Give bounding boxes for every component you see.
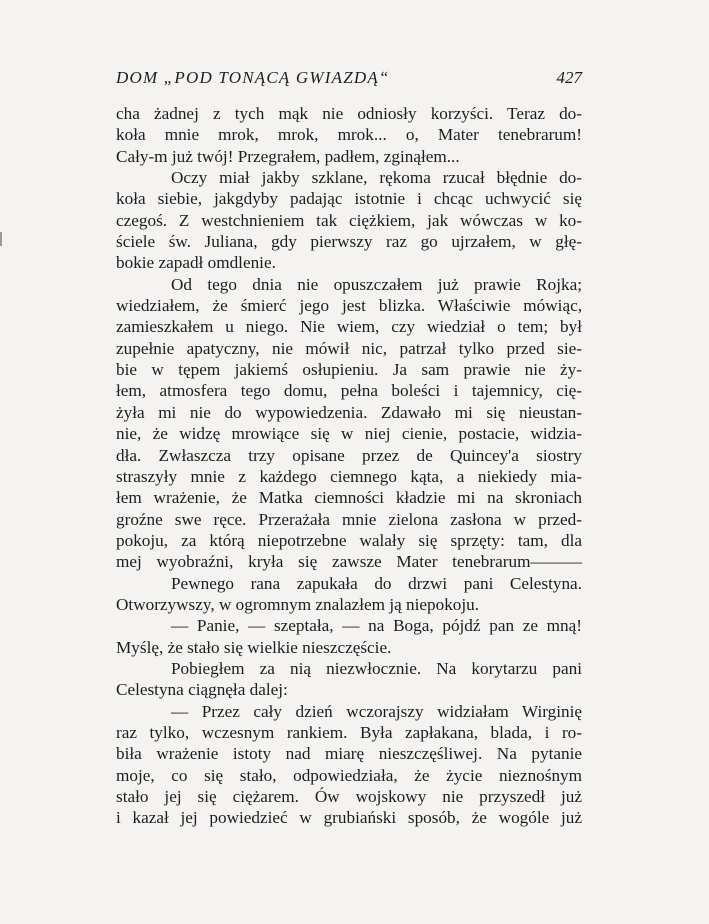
text-line: groźne swe ręce. Przerażała mnie zielona zasłona w przed-	[116, 509, 582, 529]
text-line: Otworzywszy, w ogromnym znalazłem ją niepokoju.	[116, 594, 480, 614]
running-title: DOM „POD TONĄCĄ GWIAZDĄ“	[116, 68, 390, 87]
text-line: łem wrażenie, że Matka ciemności kładzie mi na skroniach	[116, 488, 582, 508]
text-line: Celestyna ciągnęła dalej:	[116, 680, 288, 700]
text-line: żyła mi nie do wypowiedzenia. Zdawało mi się nieustan-	[116, 402, 582, 422]
text-line: pokoju, za którą niepotrzebne walały się sprzęty: tam, dla	[116, 530, 582, 550]
text-line: Pewnego rana zapukała do drzwi pani Celestyna.	[171, 573, 582, 593]
text-line: — Przez cały dzień wczorajszy widziałam Wirginię	[171, 701, 582, 721]
text-line: zupełnie apatyczny, nie mówił nic, patrzał tylko przed sie-	[116, 338, 582, 358]
text-line: mej wyobraźni, kryła się zawsze Mater tenebrarum———	[116, 552, 582, 572]
page-number: 427	[556, 68, 582, 87]
text-line: Pobiegłem za nią niezwłocznie. Na korytarzu pani	[171, 658, 582, 678]
text-line: bokie zapadł omdlenie.	[116, 253, 276, 273]
page-header	[116, 68, 582, 94]
text-line: Oczy miał jakby szklane, rękoma rzucał błędnie do-	[171, 168, 582, 188]
body-text	[116, 103, 582, 829]
text-line: cha żadnej z tych mąk nie odniosły korzyści. Teraz do-	[116, 104, 582, 123]
text-line: moje, co się stało, odpowiedziała, że życie nieznośnym	[116, 765, 582, 785]
text-line: koła siebie, jakgdyby padając istotnie i chcąc uchwycić się	[116, 189, 582, 209]
text-line: Od tego dnia nie opuszczałem już prawie Rojka;	[171, 274, 582, 294]
text-line: nie, że widzę mrowiące się w niej cienie, postacie, widzia-	[116, 424, 582, 444]
text-line: dła. Zwłaszcza trzy opisane przez de Quincey'a siostry	[116, 445, 582, 465]
text-line: ściele św. Juliana, gdy pierwszy raz go ujrzałem, w głę-	[116, 232, 582, 252]
text-line: stało jej się ciężarem. Ów wojskowy nie przyszedł już	[116, 787, 582, 806]
text-line: biła wrażenie istoty nad miarę nieszczęśliwej. Na pytanie	[116, 744, 582, 764]
text-line: czegoś. Z westchnieniem tak ciężkiem, jak wówczas w ko-	[116, 210, 582, 230]
text-line: koła mnie mrok, mrok, mrok... o, Mater tenebrarum!	[116, 125, 582, 145]
text-line: bie w tępem jakiemś osłupieniu. Ja sam prawie nie ży-	[116, 360, 582, 380]
text-line: straszyły mnie z każdego ciemnego kąta, a niekiedy mia-	[116, 466, 582, 486]
text-line: łem, atmosfera tego domu, pełna boleści i tajemnicy, cię-	[116, 381, 582, 401]
margin-mark	[0, 232, 6, 246]
text-line: wiedziałem, że śmierć jego jest blizka. Właściwie mówiąc,	[116, 296, 582, 316]
text-line: raz tylko, wczesnym rankiem. Była zapłakana, blada, i ro-	[116, 722, 582, 742]
text-line: Cały-m już twój! Przegrałem, padłem, zginąłem...	[116, 146, 460, 166]
text-line: i kazał jej powiedzieć w grubiański sposób, że wogóle już	[116, 808, 582, 828]
text-line: Myślę, że stało się wielkie nieszczęście.	[116, 637, 392, 657]
text-line: — Panie, — szeptała, — na Boga, pójdź pan ze mną!	[171, 616, 582, 636]
text-line: zamieszkałem u niego. Nie wiem, czy wiedział o tem; był	[116, 317, 582, 337]
